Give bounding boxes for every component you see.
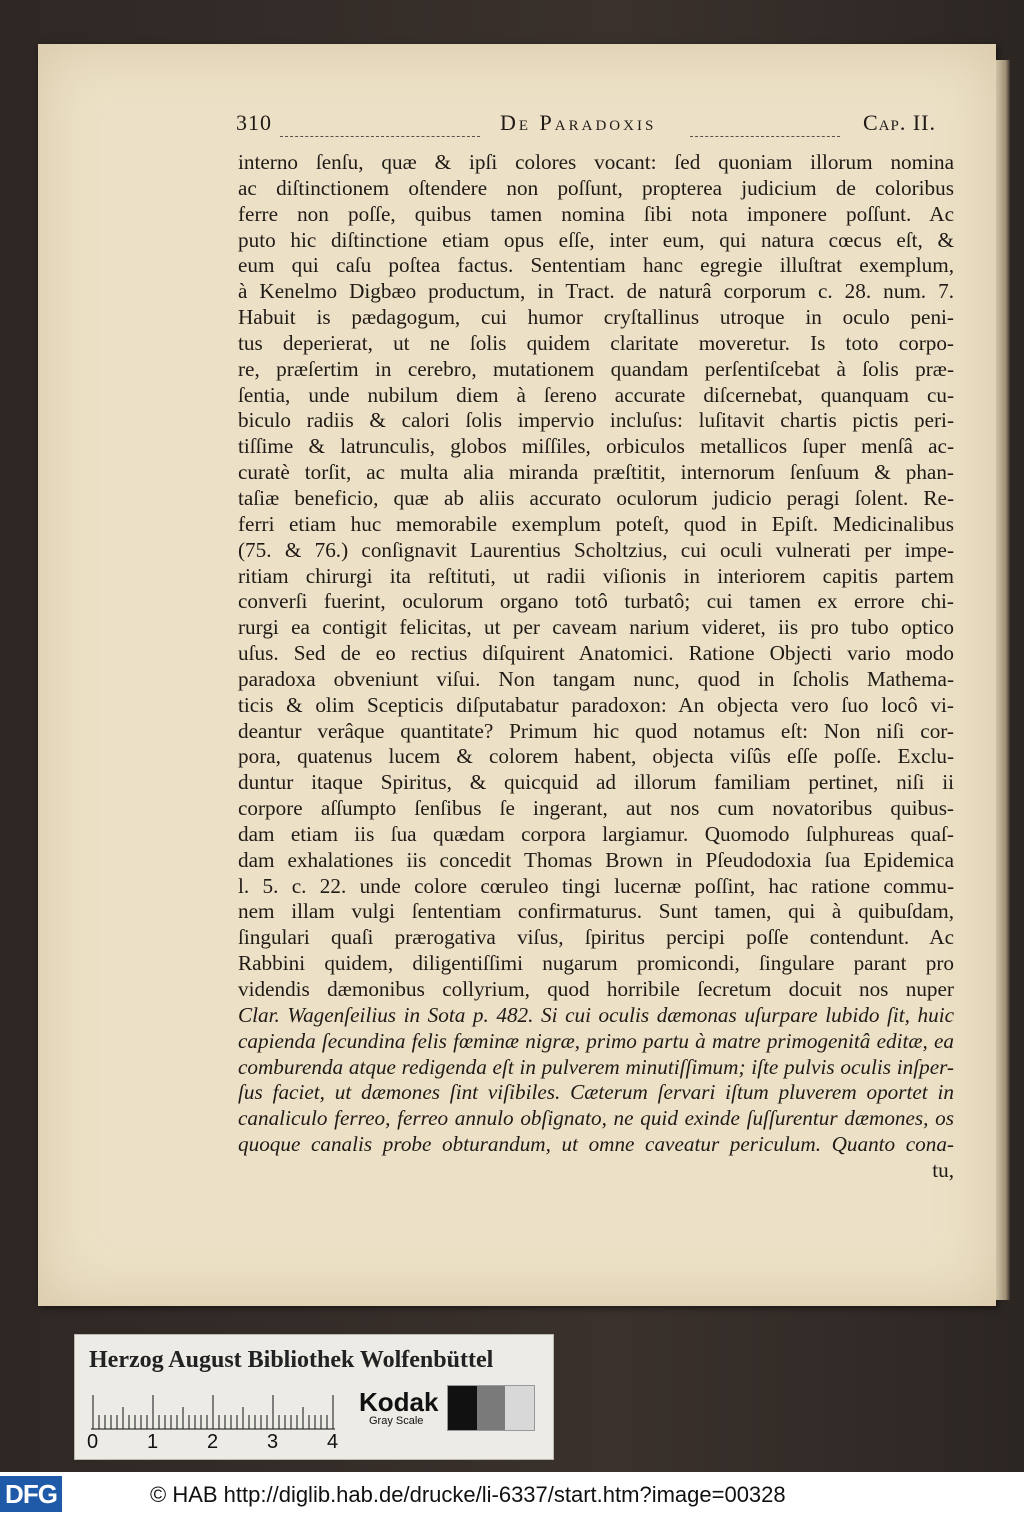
gray-swatch-light <box>505 1386 534 1430</box>
gray-swatches <box>447 1385 535 1431</box>
text-line: re, præſertim in cerebro, mutationem quandam perſentiſcebat à ſolis præ- <box>238 356 954 381</box>
text-line: nem illam vulgi ſententiam confirmaturus. Sunt tamen, qui à quibuſdam, <box>238 899 954 924</box>
text-line: l. 5. c. 22. unde colore cœruleo tingi lucernæ poſſint, hac ratione commu- <box>238 873 954 898</box>
text-line: ferre non poſſe, quibus tamen nomina ſibi nota imponere poſſunt. Ac <box>238 201 954 226</box>
copyright-link[interactable]: © HAB http://diglib.hab.de/drucke/li-6337/start.htm?image=00328 <box>150 1482 786 1507</box>
library-name: Herzog August Bibliothek Wolfenbüttel <box>89 1347 494 1373</box>
text-line: deantur verâque quantitate? Primum hic quod notamus eſt: Non niſi cor- <box>238 718 954 743</box>
text-line: à Kenelmo Digbæo productum, in Tract. de naturâ corporum c. 28. num. 7. <box>238 279 954 304</box>
text-line: uſus. Sed de eo rectius diſquirent Anatomici. Ratione Objecti vario modo <box>238 641 954 666</box>
head-rule <box>280 136 480 137</box>
kodak-logo: Kodak <box>359 1387 439 1417</box>
text-line: canaliculo ferreo, ferreo annulo obſignato, ne quid exinde ſuſſurentur dæmones, os <box>238 1106 954 1131</box>
ruler-number: 4 <box>327 1431 339 1453</box>
gray-swatch-mid <box>477 1386 506 1430</box>
text-line: capienda ſecundina felis fœminæ nigræ, primo partu à matre primogenitâ editæ, ea <box>238 1028 954 1053</box>
gray-scale-label: Gray Scale <box>369 1415 424 1427</box>
text-line: Habuit is pædagogum, cui humor cryſtallinus utroque in oculo peni- <box>238 305 954 330</box>
text-line: Rabbini quidem, diligentiſſimi nugarum promicondi, ſingulare parant pro <box>238 951 954 976</box>
text-line: ſentia, unde nubilum diem à ſereno accurate diſcernebat, quanquam cu- <box>238 382 954 407</box>
library-color-card <box>74 1334 554 1460</box>
page-edge <box>996 60 1010 1300</box>
gray-swatch-dark <box>448 1386 477 1430</box>
text-line: tiſſime & latrunculis, globos miſſiles, orbiculos metallicos ſuper menſâ ac- <box>238 434 954 459</box>
ruler-number: 0 <box>87 1431 99 1453</box>
text-line: biculo radiis & calori ſolis impervio incluſus: luſitavit chartis pictis peri- <box>238 408 954 433</box>
text-line: taſiæ beneficio, quæ ab aliis accurato oculorum judicio peragi ſolent. Re- <box>238 485 954 510</box>
text-line: dam etiam iis ſua quædam corpora largiamur. Quomodo ſulphureas quaſ- <box>238 821 954 846</box>
ruler-scale <box>91 1395 353 1431</box>
text-line: Clar. Wagenſeilius in Sota p. 482. Si cui oculis dæmonas uſurpare lubido ſit, huic <box>238 1002 954 1027</box>
dfg-logo: DFG <box>0 1476 62 1512</box>
body-text <box>238 150 954 1184</box>
text-line: ritiam chirurgi ita reſtituti, ut radii viſionis in interiorem capitis partem <box>238 563 954 588</box>
text-line: ſus faciet, ut dæmones ſint viſibiles. Cæterum ſervari iſtum pluverem oportet in <box>238 1080 954 1105</box>
text-line: puto hic diſtinctione etiam opus eſſe, inter eum, qui natura cœcus eſt, & <box>238 227 954 252</box>
text-line: ticis & olim Scepticis diſputabatur paradoxon: An objecta vero ſuo locô vi- <box>238 692 954 717</box>
text-line: dam exhalationes iis concedit Thomas Brown in Pſeudodoxia ſua Epidemica <box>238 847 954 872</box>
head-rule <box>690 136 840 137</box>
text-line: quoque canalis probe obturandum, ut omne caveatur periculum. Quanto cona- <box>238 1132 954 1157</box>
chapter-label: Cap. II. <box>862 110 936 135</box>
text-line: comburenda atque redigenda eſt in pulverem minutiſſimum; iſte pulvis oculis inſper- <box>238 1054 954 1079</box>
ruler-number: 1 <box>147 1431 159 1453</box>
text-line: eum qui caſu poſtea factus. Sententiam hanc egregie illuſtrat exemplum, <box>238 253 954 278</box>
text-line: tus deperierat, ut ne ſolis quidem claritate moveretur. Is toto corpo- <box>238 330 954 355</box>
text-line: (75. & 76.) conſignavit Laurentius Scholtzius, cui oculi vulnerati per impe- <box>238 537 954 562</box>
text-line: duntur itaque Spiritus, & quicquid ad illorum familiam pertinet, niſi ii <box>238 770 954 795</box>
text-line: tu, <box>932 1157 954 1182</box>
text-line: paradoxa obveniunt viſui. Non tangam nunc, quod in ſcholis Mathema- <box>238 666 954 691</box>
text-line: converſi fuerint, oculorum organo totô turbatô; cui tamen ex errore chi- <box>238 589 954 614</box>
text-line: corpore aſſumpto ſenſibus ſe ingerant, aut nos cum novatoribus quibus- <box>238 796 954 821</box>
text-line: curatè torſit, ac multa alia miranda præſtitit, internorum ſenſuum & phan- <box>238 460 954 485</box>
text-line: interno ſenſu, quæ & ipſi colores vocant: ſed quoniam illorum nomina <box>238 150 954 174</box>
ruler-number: 3 <box>267 1431 279 1453</box>
text-line: rurgi ea contigit felicitas, ut per caveam narium videret, iis pro tubo optico <box>238 615 954 640</box>
text-line: ferri etiam huc memorabile exemplum poteſt, quod in Epiſt. Medicinalibus <box>238 511 954 536</box>
text-line: videndis dæmonibus collyrium, quod horribile ſecretum docuit nos nuper <box>238 977 954 1001</box>
text-line: ſingulari quaſi prærogativa viſus, ſpiritus percipi poſſe contendunt. Ac <box>238 925 954 950</box>
text-line: pora, quatenus lucem & colorem habent, objecta viſûs eſſe poſſe. Exclu- <box>238 744 954 769</box>
page-number: 310 <box>236 110 272 135</box>
text-line: ac diſtinctionem oſtendere non poſſunt, propterea judicium de coloribus <box>238 175 954 200</box>
ruler-number: 2 <box>207 1431 219 1453</box>
running-title: De Paradoxis <box>500 110 657 135</box>
